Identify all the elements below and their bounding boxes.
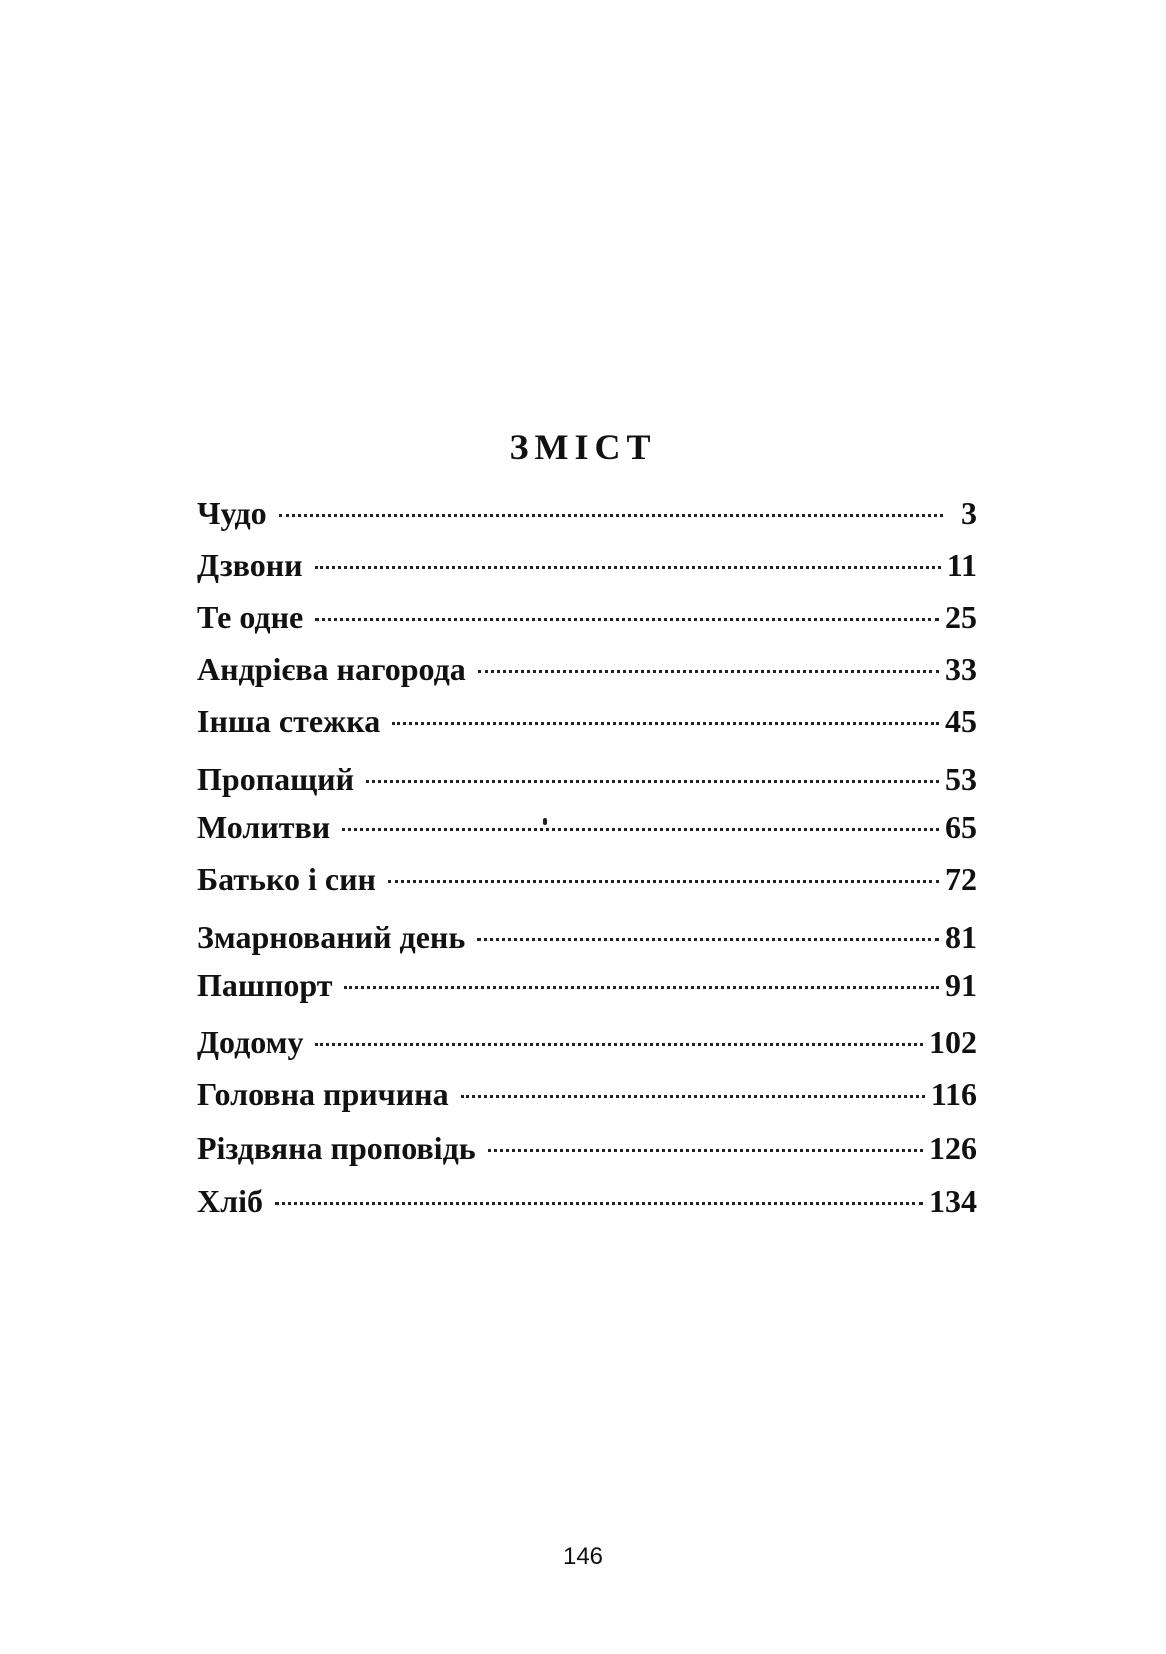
dot-leader <box>315 566 941 569</box>
entry-title: Пашпорт <box>197 967 333 1003</box>
toc-entry <box>197 545 977 585</box>
entry-page-number: 25 <box>945 599 977 635</box>
dot-leader <box>275 1202 923 1205</box>
toc-entry <box>197 807 977 847</box>
entry-title: Пропащий <box>197 761 355 797</box>
dot-leader <box>488 1149 923 1152</box>
entry-page-number: 81 <box>945 919 977 955</box>
dot-leader <box>366 780 939 783</box>
entry-page-number: 53 <box>945 761 977 797</box>
toc-entry <box>197 759 977 799</box>
dot-leader <box>315 1043 923 1046</box>
dot-leader <box>388 880 939 883</box>
entry-page-number: 116 <box>930 1076 977 1112</box>
entry-title: Різдвяна проповідь <box>197 1130 476 1166</box>
entry-page-number: 102 <box>929 1024 977 1060</box>
entry-page-number: 3 <box>961 495 977 531</box>
dot-leader <box>342 828 939 831</box>
toc-entry <box>197 1181 977 1221</box>
page-number: 146 <box>562 1543 604 1570</box>
entry-title: Те одне <box>197 599 304 635</box>
entry-title: Хліб <box>197 1183 263 1219</box>
ink-speck <box>543 818 547 825</box>
entry-page-number: 126 <box>929 1130 977 1166</box>
page-title: ЗМІСТ <box>509 427 657 467</box>
dot-leader <box>279 514 943 517</box>
toc-entry <box>197 1022 977 1062</box>
toc-entry <box>197 1074 977 1114</box>
toc-entry <box>197 493 977 533</box>
entry-title: Андрієва нагорода <box>197 651 466 687</box>
dot-leader <box>478 670 939 673</box>
entry-page-number: 72 <box>945 861 977 897</box>
entry-title: Головна причина <box>197 1076 449 1112</box>
entry-title: Змарнований день <box>197 919 466 955</box>
toc-entry <box>197 917 977 957</box>
entry-title: Молитви <box>197 809 331 845</box>
toc-entry <box>197 859 977 899</box>
entry-page-number: 45 <box>945 703 977 739</box>
toc-entry <box>197 649 977 689</box>
entry-page-number: 11 <box>946 547 977 583</box>
toc-entry <box>197 597 977 637</box>
entry-title: Чудо <box>197 495 267 531</box>
entry-page-number: 65 <box>945 809 977 845</box>
entry-title: Інша стежка <box>197 703 381 739</box>
toc-entry <box>197 701 977 741</box>
entry-title: Дзвони <box>197 547 303 583</box>
entry-page-number: 134 <box>929 1183 977 1219</box>
toc-entry <box>197 965 977 1005</box>
dot-leader <box>477 938 939 941</box>
entry-page-number: 91 <box>945 967 977 1003</box>
dot-leader <box>461 1095 925 1098</box>
entry-page-number: 33 <box>945 651 977 687</box>
entry-title: Батько і син <box>197 861 376 897</box>
dot-leader <box>344 986 939 989</box>
dot-leader <box>392 722 939 725</box>
toc-entry <box>197 1128 977 1168</box>
entry-title: Додому <box>197 1024 304 1060</box>
dot-leader <box>315 618 939 621</box>
